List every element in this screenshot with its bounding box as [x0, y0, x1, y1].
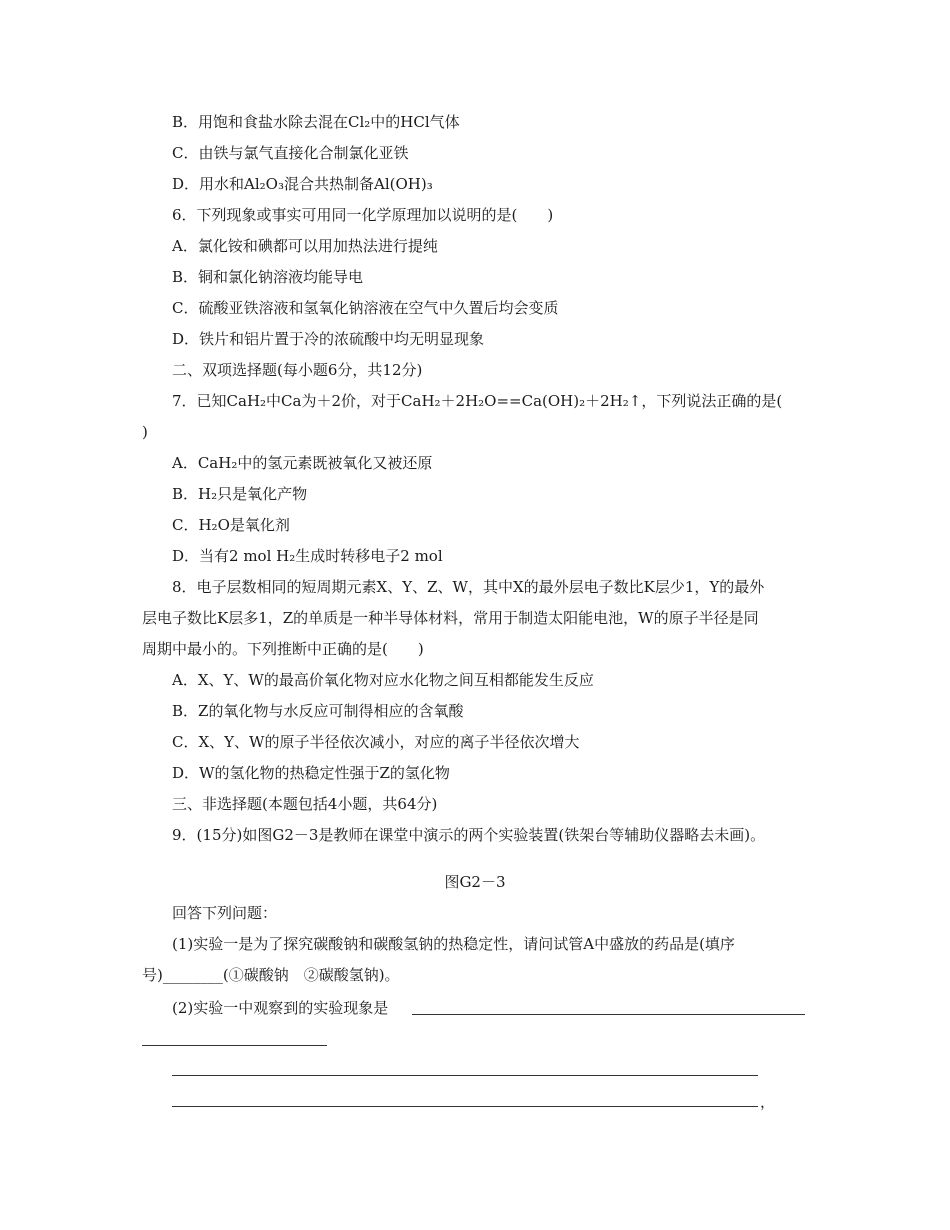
q7-option-c: C．H₂O是氧化剂 — [172, 516, 290, 534]
q9-part1-line2: 号)________(①碳酸钠 ②碳酸氢钠)。 — [142, 966, 400, 984]
q8-option-d: D．W的氢化物的热稳定性强于Z的氢化物 — [172, 764, 450, 782]
q9-part2-label: (2)实验一中观察到的实验现象是 — [172, 999, 389, 1017]
answer-blank-line-4[interactable] — [172, 1106, 758, 1107]
answer-blank-line-1[interactable] — [412, 1014, 805, 1015]
q8-stem-line3: 周期中最小的。下列推断中正确的是( ) — [142, 640, 424, 658]
q8-stem-line1: 8．电子层数相同的短周期元素X、Y、Z、W，其中X的最外层电子数比K层少1，Y的最外 — [172, 578, 765, 596]
q8-option-b: B．Z的氧化物与水反应可制得相应的含氧酸 — [172, 702, 464, 720]
q6-option-d: D．铁片和铝片置于冷的浓硫酸中均无明显现象 — [172, 330, 485, 348]
q6-option-a: A．氯化铵和碘都可以用加热法进行提纯 — [172, 237, 438, 255]
q5-option-d: D．用水和Al₂O₃混合共热制备Al(OH)₃ — [172, 175, 433, 193]
q7-option-a: A．CaH₂中的氢元素既被氧化又被还原 — [172, 454, 433, 472]
q5-option-b: B．用饱和食盐水除去混在Cl₂中的HCl气体 — [172, 113, 460, 131]
q7-stem-line2: ) — [142, 423, 148, 441]
answer-blank-line-2[interactable] — [142, 1045, 327, 1046]
q7-option-d: D．当有2 mol H₂生成时转移电子2 mol — [172, 547, 443, 565]
q7-stem-line1: 7．已知CaH₂中Ca为＋2价，对于CaH₂＋2H₂O==Ca(OH)₂＋2H₂↑，下列说法正确的是( — [172, 392, 783, 410]
q8-stem-line2: 层电子数比K层多1，Z的单质是一种半导体材料，常用于制造太阳能电池，W的原子半径是同 — [142, 609, 759, 627]
q6-stem: 6．下列现象或事实可用同一化学原理加以说明的是( ) — [172, 206, 554, 224]
q9-stem: 9．(15分)如图G2－3是教师在课堂中演示的两个实验装置(铁架台等辅助仪器略去未画)。 — [172, 826, 766, 844]
answer-blank-line-3[interactable] — [172, 1075, 758, 1076]
q8-option-c: C．X、Y、W的原子半径依次减小，对应的离子半径依次增大 — [172, 733, 580, 751]
q9-prompt: 回答下列问题： — [172, 904, 278, 922]
figure-caption: 图G2－3 — [444, 873, 506, 891]
section-3-heading: 三、非选择题(本题包括4小题，共64分) — [172, 795, 438, 813]
section-2-heading: 二、双项选择题(每小题6分，共12分) — [172, 361, 423, 379]
q5-option-c: C．由铁与氯气直接化合制氯化亚铁 — [172, 144, 409, 162]
q8-option-a: A．X、Y、W的最高价氧化物对应水化物之间互相都能发生反应 — [172, 671, 594, 689]
q7-option-b: B．H₂只是氧化产物 — [172, 485, 308, 503]
q6-option-b: B．铜和氯化钠溶液均能导电 — [172, 268, 364, 286]
trailing-comma: ， — [760, 1093, 776, 1111]
q6-option-c: C．硫酸亚铁溶液和氢氧化钠溶液在空气中久置后均会变质 — [172, 299, 559, 317]
q9-part1-line1: (1)实验一是为了探究碳酸钠和碳酸氢钠的热稳定性，请问试管A中盛放的药品是(填序 — [172, 935, 735, 953]
